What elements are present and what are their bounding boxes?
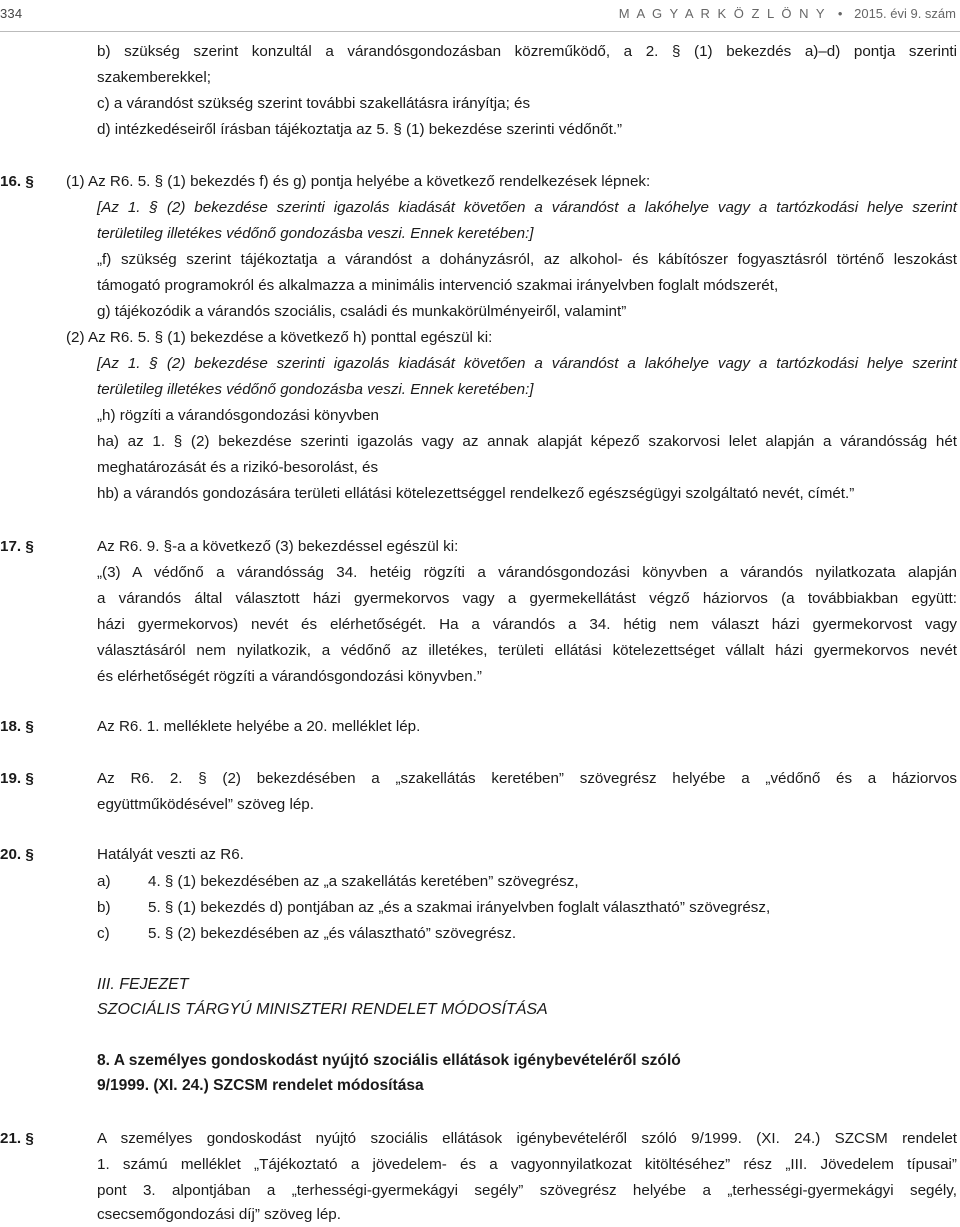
- text-line: [Az 1. § (2) bekezdése szerinti igazolás kiadását követően a várandóst a lakóhelye vagy a tartózkodási helye szerint: [97, 355, 957, 372]
- header-bullet: •: [837, 6, 843, 21]
- section-number: 16. §: [0, 173, 34, 190]
- text-line: Hatályát veszti az R6.: [97, 846, 244, 863]
- section-number: 18. §: [0, 718, 34, 735]
- text-line: Az R6. 2. § (2) bekezdésében a „szakellátás keretében” szövegrész helyébe a „védőnő és a háziorvos: [97, 770, 957, 787]
- text-line: (2) Az R6. 5. § (1) bekezdése a következő h) ponttal egészül ki:: [66, 329, 493, 346]
- text-line: „f) szükség szerint tájékoztatja a várandóst a dohányzásról, az alkohol- és kábítószer fogyasztásról történő leszokást: [97, 251, 957, 268]
- text-line: [Az 1. § (2) bekezdése szerinti igazolás kiadását követően a várandóst a lakóhelye vagy a tartózkodási helye szerint: [97, 199, 957, 216]
- text-line: d) intézkedéseiről írásban tájékoztatja az 5. § (1) bekezdése szerinti védőnőt.”: [97, 121, 623, 138]
- text-line: [97, 380, 534, 400]
- text-line: Az R6. 1. melléklete helyébe a 20. melléklet lép.: [97, 718, 421, 735]
- text-line: támogató programokról és alkalmazza a minimális intervenció szakmai irányelvben foglalt módszerét,: [97, 277, 779, 294]
- text-line: (1) Az R6. 5. § (1) bekezdés f) és g) pontja helyébe a következő rendelkezések lépnek:: [66, 173, 651, 190]
- journal-title: M A G Y A R K Ö Z L Ö N Y: [618, 6, 827, 21]
- chapter-title: III. FEJEZET: [97, 976, 189, 993]
- section-number: 19. §: [0, 770, 34, 787]
- section-number: 17. §: [0, 538, 34, 555]
- text-line: [97, 224, 534, 244]
- text-line: házi gyermekorvos) nevét és elérhetőségét. Ha a várandós a 34. hétig nem választ házi gyermekorvost vagy: [97, 616, 957, 633]
- text-line: és elérhetőségét rögzíti a várandósgondozási könyvben.”: [97, 668, 482, 685]
- text-line: 1. számú melléklet „Tájékoztató a jövedelem- és a vagyonnyilatkozat kitöltéséhez” rész „III. Jövedelem típusai”: [97, 1156, 957, 1173]
- header-rule: [0, 31, 960, 32]
- text-line: meghatározását és a rizikó-besorolást, és: [97, 459, 379, 476]
- text-line: Az R6. 9. §-a a következő (3) bekezdéssel egészül ki:: [97, 538, 459, 555]
- page-number: 334: [0, 6, 23, 21]
- subtitle-line: 8. A személyes gondoskodást nyújtó szociális ellátások igénybevételéről szóló: [97, 1052, 681, 1069]
- issue-label: 2015. évi 9. szám: [854, 6, 956, 21]
- list-label: b): [97, 899, 111, 916]
- list-label: a): [97, 873, 111, 890]
- chapter-subtitle: SZOCIÁLIS TÁRGYÚ MINISZTERI RENDELET MÓDOSÍTÁSA: [97, 1001, 548, 1018]
- text-line: pont 3. alpontjában a „terhességi-gyermekágyi segély” szövegrész helyébe a „terhességi-gyermekágyi segély,: [97, 1182, 957, 1199]
- text-line: „(3) A védőnő a várandósság 34. hetéig rögzíti a várandósgondozási könyvben a várandós nyilatkozata alapján: [97, 564, 957, 581]
- list-label: c): [97, 925, 110, 942]
- text-line: szakemberekkel;: [97, 69, 211, 86]
- text-italic: Ennek keretében:]: [406, 381, 534, 398]
- journal-header: [619, 6, 956, 21]
- text-line: „h) rögzíti a várandósgondozási könyvben: [97, 407, 379, 424]
- list-item: 4. § (1) bekezdésében az „a szakellátás keretében” szövegrész,: [148, 873, 579, 890]
- text-line: hb) a várandós gondozására területi ellátási kötelezettséggel rendelkező egészségügyi szolgáltató nevét, címét.”: [97, 485, 855, 502]
- list-item: 5. § (2) bekezdésében az „és választható” szövegrész.: [148, 925, 517, 942]
- text-line: c) a várandóst szükség szerint további szakellátásra irányítja; és: [97, 95, 531, 112]
- text-italic: területileg illetékes védőnő gondozásba veszi.: [97, 225, 407, 242]
- text-line: a várandós által választott házi gyermekorvos vagy a gyermekellátást végző háziorvos (a továbbiakban együtt:: [97, 590, 957, 607]
- text-line: együttműködésével” szöveg lép.: [97, 796, 314, 813]
- subtitle-line: 9/1999. (XI. 24.) SZCSM rendelet módosítása: [97, 1077, 424, 1094]
- text-line: g) tájékozódik a várandós szociális, családi és munkakörülményeiről, valamint”: [97, 303, 627, 320]
- section-number: 20. §: [0, 846, 34, 863]
- text-line: A személyes gondoskodást nyújtó szociális ellátások igénybevételéről szóló 9/1999. (XI. 24.) SZCSM rendelet: [97, 1130, 957, 1147]
- text-line: b) szükség szerint konzultál a várandósgondozásban közreműködő, a 2. § (1) bekezdés a)–d) pontja szerinti: [97, 43, 957, 60]
- text-italic: területileg illetékes védőnő gondozásba veszi.: [97, 381, 407, 398]
- text-line: választásáról nem nyilatkozik, a védőnő az illetékes, területi ellátási kötelezettséget vállalt házi gyermekorvos nevét: [97, 642, 957, 659]
- text-line: csecsemőgondozási díj” szöveg lép.: [97, 1206, 341, 1223]
- section-number: 21. §: [0, 1130, 34, 1147]
- text-italic: Ennek keretében:]: [406, 225, 534, 242]
- list-item: 5. § (1) bekezdés d) pontjában az „és a szakmai irányelvben foglalt választható” szövegrész,: [148, 899, 771, 916]
- text-line: ha) az 1. § (2) bekezdése szerinti igazolás vagy az annak alapját képező szakorvosi lelet alapján a várandósság hét: [97, 433, 957, 450]
